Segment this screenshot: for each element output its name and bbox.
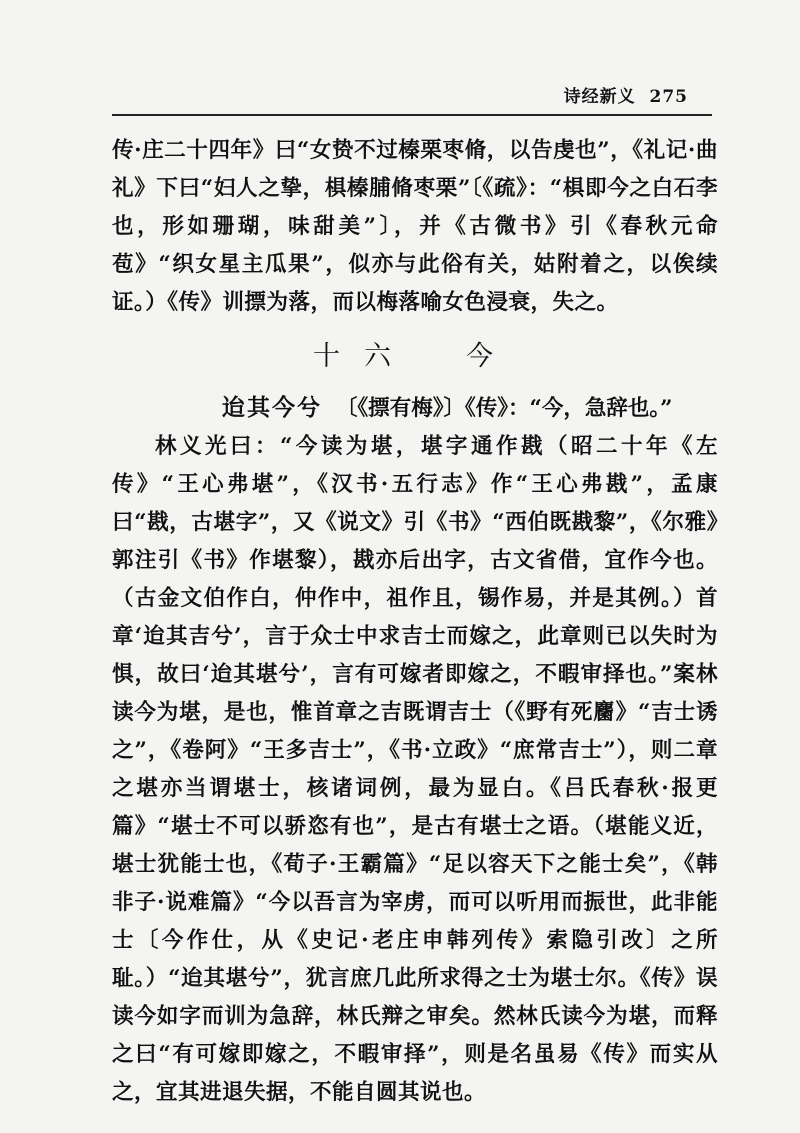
paragraph-2: 林义光曰：“今读为堪，堪字通作戡（昭二十年《左传》“王心弗堪”，《汉书·五行志》作“王心弗戡”，孟康曰“戡，古堪字”，又《说文》引《书》“西伯既戡黎”，《尔雅》郭注引《书》作堪黎），戡亦后出字，古文省借，宜作今也。（古金文伯作白，仲作中，祖作且，锡作易，并是其例。）首章‘迨其吉兮’，言于众士中求吉士而嫁之，此章则已以失时为惧，故曰‘迨其堪兮’，言有可嫁者即嫁之，不暇审择也。”案林读今为堪，是也，惟首章之吉既谓吉士（《野有死麕》“吉士诱之”，《卷阿》“王多吉士”，《书·立政》“庶常吉士”），则二章之堪亦当谓堪士，核诸词例，最为显白。《吕氏春秋·报更篇》“堪士不可以骄恣有也”，是古有堪士之语。（堪能义近，堪士犹能士也，《荀子·王霸篇》“足以容天下之能士矣”，《韩非子·说难篇》“今以吾言为宰虏，而可以听用而振世，此非能士〔今作仕，从《史记·老庄申韩列传》索隐引改〕之所耻。）“迨其堪兮”，犹言庶几此所求得之士为堪士尔。《传》误读今如字而训为急辞，林氏辩之审矣。然林氏读今为堪，而释之曰“有可嫁即嫁之，不暇审择”，则是名虽易《传》而实从之，宜其进退失据，不能自圆其说也。 bbox=[112, 434, 718, 1105]
entry-headword: 迨其今兮 bbox=[222, 394, 322, 421]
running-title: 诗经新义 bbox=[563, 87, 636, 107]
page-number: 275 bbox=[649, 87, 688, 107]
page-body bbox=[112, 132, 718, 1112]
running-header bbox=[112, 74, 712, 116]
entry-line bbox=[112, 389, 718, 428]
entry-gloss: 〔《摽有梅》〕《传》：“今，急辞也。” bbox=[336, 396, 673, 421]
section-heading: 十六 今 bbox=[313, 341, 517, 372]
paragraph-1: 传·庄二十四年》曰“女贽不过榛栗枣脩，以告虔也”，《礼记·曲礼》下曰“妇人之挚，椇榛脯脩枣栗”〔《疏》：“椇即今之白石李也，形如珊瑚，味甜美”〕，并《古微书》引《春秋元命苞》“织女星主瓜果”，似亦与此俗有关，姑附着之，以俟续证。）《传》训摽为落，而以梅落喻女色浸衰，失之。 bbox=[112, 138, 718, 315]
running-title-and-page bbox=[564, 82, 688, 107]
